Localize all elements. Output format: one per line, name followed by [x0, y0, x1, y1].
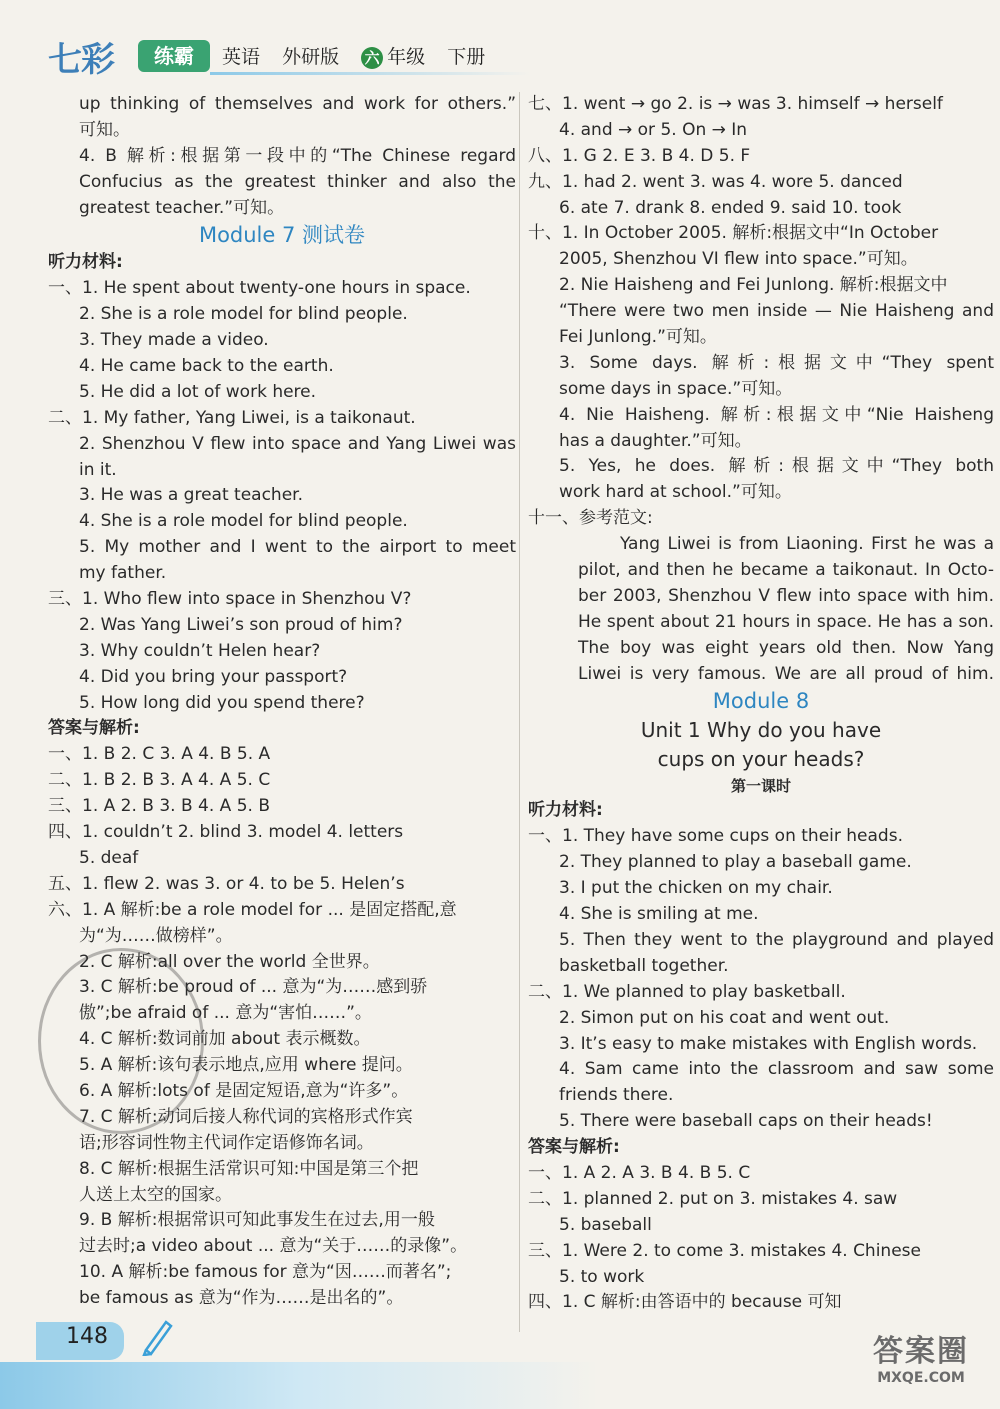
answer-line: 二、1. planned 2. put on 3. mistakes 4. saw	[528, 1188, 898, 1209]
text-line: greatest teacher.”可知。	[79, 197, 285, 218]
text-line: 5. Then they went to the playground and played	[559, 929, 994, 950]
text-line: 2. Shenzhou V flew into space and Yang Liwei was	[79, 433, 516, 454]
answer-line: 十、1. In October 2005. 解析:根据文中“In October	[528, 223, 939, 244]
text-line: Confucius as the greatest thinker and also the	[79, 171, 516, 192]
answer-line: be famous as 意为“作为……是出名的”。	[79, 1288, 404, 1309]
answer-line: 6. A 解析:lots of 是固定短语,意为“许多”。	[79, 1080, 409, 1101]
answer-line: 九、1. had 2. went 3. was 4. wore 5. danced	[528, 171, 903, 192]
text-line: 3. It’s easy to make mistakes with English words.	[559, 1033, 978, 1054]
right-column	[528, 92, 994, 1316]
answer-line: 八、1. G 2. E 3. B 4. D 5. F	[528, 145, 751, 166]
text-line: 一、1. He spent about twenty-one hours in space.	[48, 278, 471, 299]
text-line: friends there.	[559, 1085, 674, 1106]
answer-line: 二、1. B 2. B 3. A 4. A 5. C	[48, 770, 271, 791]
answer-line: some days in space.”可知。	[559, 378, 793, 399]
answer-line: 8. C 解析:根据生活常识可知:中国是第三个把	[79, 1158, 419, 1179]
module-8-title: Module 8	[712, 689, 810, 714]
answer-line: 四、1. couldn’t 2. blind 3. model 4. letters	[48, 822, 404, 843]
answer-line: 人送上太空的国家。	[79, 1184, 232, 1205]
pencil-icon	[140, 1316, 174, 1356]
essay-line: The boy was eight years old then. Now Yang	[578, 637, 994, 658]
answer-line: 4. and → or 5. On → In	[559, 119, 748, 140]
answer-line: 6. ate 7. drank 8. ended 9. said 10. took	[559, 197, 902, 218]
text-line: 可知。	[79, 119, 130, 140]
answer-line: 5. to work	[559, 1266, 645, 1287]
grade	[361, 46, 425, 68]
text-line: 三、1. Who flew into space in Shenzhou V?	[48, 589, 412, 610]
module-7-test-title: Module 7 测试卷	[198, 223, 366, 248]
text-line: 3. They made a video.	[79, 330, 269, 351]
essay-line: Liwei is very famous. We are all proud of him.	[578, 663, 994, 684]
text-line: 4. She is a role model for blind people.	[79, 511, 408, 532]
answer-line: 2. Nie Haisheng and Fei Junlong. 解析:根据文中	[559, 275, 948, 296]
header-rule	[210, 72, 530, 75]
answer-line: 语;形容词性物主代词作定语修饰名词。	[79, 1132, 374, 1153]
answer-line: 5. baseball	[559, 1214, 652, 1235]
brand-logo: 七彩	[48, 40, 114, 80]
answer-line: 一、1. B 2. C 3. A 4. B 5. A	[48, 744, 271, 765]
section-heading: 答案与解析:	[48, 718, 140, 739]
text-line: 4. He came back to the earth.	[79, 356, 334, 377]
text-line: 2. Simon put on his coat and went out.	[559, 1007, 890, 1028]
grade-number-badge: 六	[361, 47, 383, 69]
essay-line: pilot, and then he became a taikonaut. In Octo-	[578, 560, 994, 581]
watermark-logo: 答案圈	[873, 1334, 969, 1369]
answer-line: 过去时;a video about ... 意为“关于……的录像”。	[79, 1236, 468, 1257]
essay-line: Yang Liwei is from Liaoning. First he was a	[620, 534, 994, 555]
text-line: 二、1. My father, Yang Liwei, is a taikonaut.	[48, 407, 416, 428]
answer-line: 7. C 解析:动词后接人称代词的宾格形式作宾	[79, 1106, 413, 1127]
volume: 下册	[447, 46, 486, 68]
text-line: up thinking of themselves and work for others.”	[79, 94, 516, 114]
answer-line: 六、1. A 解析:be a role model for ... 是固定搭配,意	[48, 899, 457, 920]
text-line: 5. How long did you spend there?	[79, 692, 365, 713]
text-line: 3. Why couldn’t Helen hear?	[79, 640, 321, 661]
essay-line: He spent about 21 hours in space. He has a son.	[578, 611, 994, 632]
answer-line: has a daughter.”可知。	[559, 430, 752, 451]
answer-line: 2005, Shenzhou VI flew into space.”可知。	[559, 249, 918, 270]
text-line: 2. Was Yang Liwei’s son proud of him?	[79, 614, 403, 635]
answer-line: 3. Some days. 解析:根据文中“They spent	[559, 352, 994, 373]
text-line: 5. My mother and I went to the airport to meet	[79, 537, 516, 558]
text-line: in it.	[79, 459, 117, 480]
grade-word: 年级	[387, 46, 426, 68]
watermark	[846, 1326, 996, 1386]
text-line: 4. B 解析:根据第一段中的“The Chinese regard	[79, 145, 516, 166]
answer-line: 一、1. A 2. A 3. B 4. B 5. C	[528, 1162, 751, 1183]
answer-line: 5. deaf	[79, 847, 139, 868]
page-header	[0, 0, 1000, 90]
answer-line: Fei Junlong.”可知。	[559, 327, 717, 348]
text-line: 3. I put the chicken on my chair.	[559, 878, 833, 899]
text-line: 二、1. We planned to play basketball.	[528, 981, 846, 1002]
text-line: 2. They planned to play a baseball game.	[559, 852, 912, 873]
unit-title: cups on your heads?	[657, 747, 865, 772]
unit-title: Unit 1 Why do you have	[640, 718, 882, 743]
text-line: 4. She is smiling at me.	[559, 904, 759, 925]
text-line: 5. He did a lot of work here.	[79, 381, 317, 402]
text-line: 2. She is a role model for blind people.	[79, 304, 408, 325]
text-line: 4. Sam came into the classroom and saw some	[559, 1059, 994, 1080]
page-number: 148	[66, 1324, 108, 1349]
book-meta	[222, 42, 501, 69]
text-line: 4. Did you bring your passport?	[79, 666, 348, 687]
essay-line: ber 2003, Shenzhou V flew into space with him.	[578, 585, 994, 606]
answer-line: 为“为……做榜样”。	[79, 925, 233, 946]
answer-line: 三、1. Were 2. to come 3. mistakes 4. Chinese	[528, 1240, 921, 1261]
answer-line: 10. A 解析:be famous for 意为“因……而著名”;	[79, 1262, 452, 1283]
column-divider	[519, 92, 520, 1332]
subject: 英语	[222, 46, 261, 68]
watermark-url: MXQE.COM	[877, 1370, 965, 1386]
answer-line: 9. B 解析:根据常识可知此事发生在过去,用一般	[79, 1210, 435, 1231]
edition: 外研版	[282, 46, 340, 68]
answer-line: work hard at school.”可知。	[559, 482, 792, 503]
answer-line: 5. Yes, he does. 解析:根据文中“They both	[559, 456, 994, 477]
library-stamp-icon	[38, 948, 204, 1134]
section-heading: 听力材料:	[528, 800, 603, 821]
answer-line: 5. A 解析:该句表示地点,应用 where 提问。	[79, 1055, 413, 1076]
answer-line: 4. Nie Haisheng. 解析:根据文中“Nie Haisheng	[559, 404, 994, 425]
lesson-title: 第一课时	[730, 777, 791, 796]
text-line: 3. He was a great teacher.	[79, 485, 303, 506]
section-heading: 答案与解析:	[528, 1137, 620, 1158]
answer-line: 3. C 解析:be proud of ... 意为“为……感到骄	[79, 977, 428, 998]
answer-line: 五、1. flew 2. was 3. or 4. to be 5. Helen’s	[48, 873, 405, 894]
text-line: basketball together.	[559, 955, 729, 976]
series-badge: 练霸	[138, 40, 210, 72]
answer-line: 七、1. went → go 2. is → was 3. himself → herself	[528, 94, 943, 114]
answer-line: 4. C 解析:数词前加 about 表示概数。	[79, 1029, 371, 1050]
answer-line: 四、1. C 解析:由答语中的 because 可知	[528, 1292, 842, 1313]
section-heading: 十一、参考范文:	[528, 508, 653, 529]
answer-line: 傲”;be afraid of ... 意为“害怕……”。	[79, 1003, 372, 1024]
answer-line: 三、1. A 2. B 3. B 4. A 5. B	[48, 796, 270, 817]
answer-line: 2. C 解析:all over the world 全世界。	[79, 951, 380, 972]
text-line: 一、1. They have some cups on their heads.	[528, 826, 903, 847]
answer-line: “There were two men inside — Nie Haisheng and	[559, 301, 994, 322]
text-line: my father.	[79, 563, 167, 584]
text-line: 5. There were baseball caps on their heads!	[559, 1111, 933, 1132]
section-heading: 听力材料:	[48, 252, 123, 273]
